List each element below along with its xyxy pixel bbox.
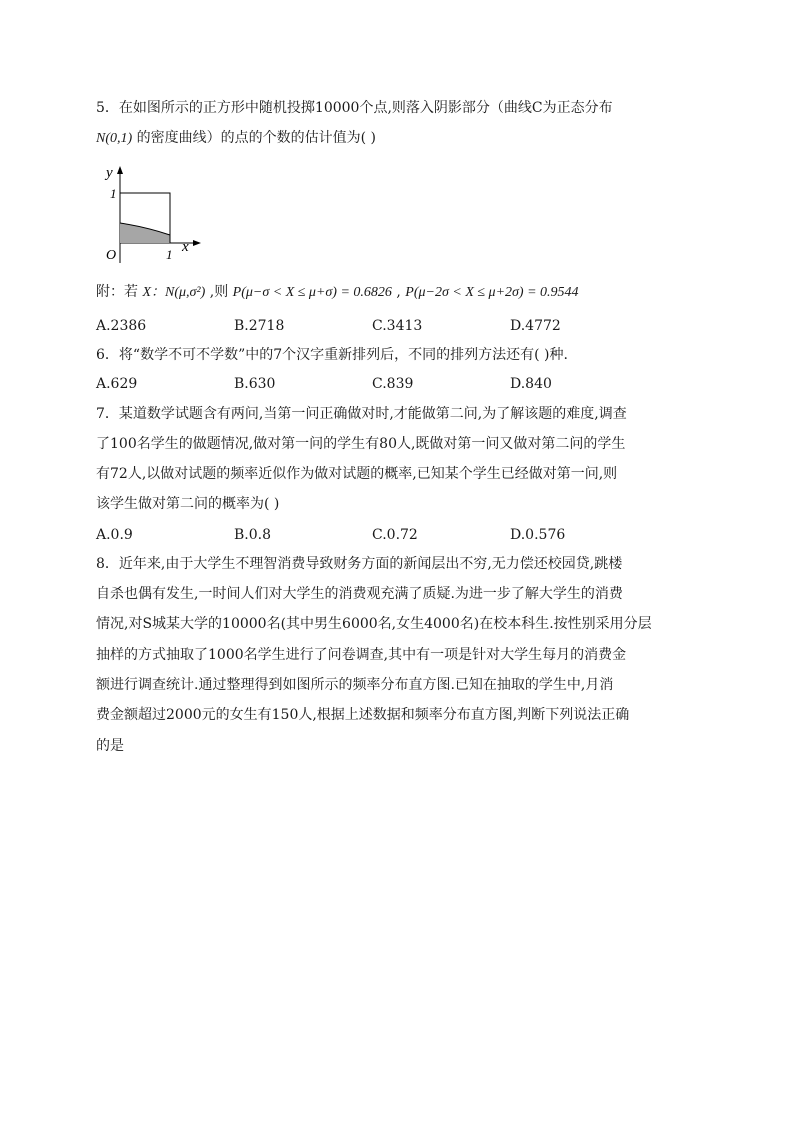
y-axis-arrow-icon [117, 166, 123, 174]
q5-stem-line-1: 5．在如图所示的正方形中随机投掷10000个点,则落入阴影部分（曲线C为正态分布 [96, 100, 613, 116]
q5-note-prob-1sigma: P(μ−σ < X ≤ μ+σ) = 0.6826 [232, 285, 392, 300]
q5-distribution-math: N(0,1) [96, 131, 133, 146]
q5-note-prefix: 附：若 [96, 284, 138, 300]
q5-option-d: D.4772 [510, 318, 561, 334]
q5-note-prob-2sigma: P(μ−2σ < X ≤ μ+2σ) = 0.9544 [405, 285, 579, 300]
q7-stem-line-2: 了100名学生的做题情况,做对第一问的学生有80人,既做对第一问又做对第二问的学生 [96, 436, 626, 452]
q6-stem: 6．将“数学不可不学数”中的7个汉字重新排列后，不同的排列方法还有( )种. [96, 347, 568, 363]
q7-option-d: D.0.576 [510, 527, 566, 543]
x-tick-1: 1 [166, 247, 173, 262]
q5-stem-line-2-text: 的密度曲线）的点的个数的估计值为( ) [136, 130, 376, 146]
q5-stem-line-2 [96, 128, 376, 149]
q6-option-a: A.629 [96, 376, 138, 392]
q5-note-normal-dist: X：N(μ,σ²) [142, 285, 206, 300]
q7-stem-line-4: 该学生做对第二问的概率为( ) [96, 496, 280, 512]
q6-option-b: B.630 [234, 376, 276, 392]
q8-stem-line-4: 抽样的方式抽取了1000名学生进行了问卷调查,其中有一项是针对大学生每月的消费金 [96, 647, 627, 663]
q5-option-a: A.2386 [96, 318, 147, 334]
q5-option-b: B.2718 [234, 318, 285, 334]
q8-stem-line-6: 费金额超过2000元的女生有150人,根据上述数据和频率分布直方图,判断下列说法正确 [96, 707, 630, 723]
q8-stem-line-3: 情况,对S城某大学的10000名(其中男生6000名,女生4000名)在校本科生.按性别采用分层 [96, 616, 652, 632]
q5-note-separator: , [396, 284, 401, 300]
q7-stem-line-3: 有72人,以做对试题的频率近似作为做对试题的概率,已知某个学生已经做对第一问,则 [96, 466, 618, 482]
x-axis-arrow-icon [193, 240, 201, 246]
q8-stem-line-1: 8．近年来,由于大学生不理智消费导致财务方面的新闻层出不穷,无力偿还校园贷,跳楼 [96, 556, 623, 572]
y-axis-label: y [106, 165, 113, 181]
q5-note-then: ,则 [209, 284, 229, 300]
x-axis-label: x [182, 239, 189, 255]
q6-option-c: C.839 [372, 376, 414, 392]
q7-option-c: C.0.72 [372, 527, 418, 543]
q8-stem-line-7: 的是 [96, 738, 124, 754]
q5-option-c: C.3413 [372, 318, 423, 334]
q8-stem-line-5: 额进行调查统计.通过整理得到如图所示的频率分布直方图.已知在抽取的学生中,月消 [96, 677, 614, 693]
q7-stem-line-1: 7．某道数学试题含有两问,当第一问正确做对时,才能做第二问,为了解该题的难度,调查 [96, 406, 627, 422]
q5-figure-normal-curve-square [94, 163, 204, 265]
q5-note [96, 282, 579, 303]
q6-option-d: D.840 [510, 376, 552, 392]
q8-stem-line-2: 自杀也偶有发生,一时间人们对大学生的消费观充满了质疑.为进一步了解大学生的消费 [96, 586, 623, 602]
q7-option-b: B.0.8 [234, 527, 272, 543]
y-tick-1: 1 [110, 186, 117, 201]
q7-option-a: A.0.9 [96, 527, 133, 543]
origin-label: O [106, 248, 117, 263]
